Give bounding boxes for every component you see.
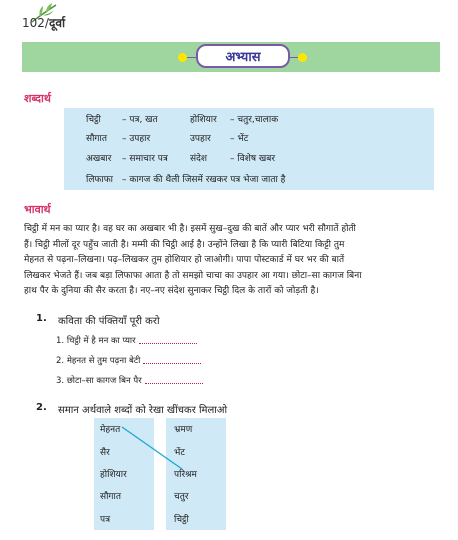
match-right-word: परिश्रम (174, 470, 197, 480)
banner-title: अभ्यास (196, 44, 290, 68)
match-left-word: मेहनत (100, 425, 121, 435)
glossary-meaning: – भेंट (230, 134, 249, 144)
match-right-word: भ्रमण (174, 425, 193, 435)
paragraph-line: लिखकर भेजते हैं। जब बड़ा लिफाफा आता है तो समझो चाचा का उपहार आ गया। छोटा–सा कागज बिना (24, 270, 362, 281)
q1-item-text: छोटा–सा कागज बिन पैर (66, 376, 142, 386)
match-right-word: चिट्ठी (174, 515, 189, 525)
glossary-meaning: – विशेष खबर (230, 154, 276, 164)
glossary-meaning: – उपहार (122, 134, 151, 144)
match-line (122, 427, 182, 469)
glossary-word: सौगात (86, 134, 107, 144)
glossary-meaning: – कागज की थैली जिसमें रखकर पत्र भेजा जाता है (122, 175, 286, 185)
glossary-word: होशियार (190, 115, 217, 125)
match-left-word: सैर (100, 448, 110, 458)
q1-item-number: 1. (56, 336, 65, 346)
glossary-word: चिट्ठी (86, 115, 101, 125)
paragraph-line: चिट्ठी में मन का प्यार है। वह घर का अखबार भी है। इसमें सुख–दुख की बातें और प्यार भरी सौगातें होती (24, 224, 356, 234)
glossary-meaning: – समाचार पत्र (122, 154, 168, 164)
book-title: दूर्वा (48, 16, 66, 30)
q2-number: 2. (36, 402, 47, 413)
q1-item-number: 2. (56, 356, 65, 366)
glossary-word: संदेश (190, 154, 207, 164)
glossary-meaning: – चतुर,चालाक (230, 115, 279, 125)
glossary-word: उपहार (190, 134, 211, 144)
match-right-word: भेंट (174, 448, 185, 458)
bhavarth-heading: भावार्थ (24, 203, 51, 216)
match-left-word: सौगात (100, 492, 121, 502)
q1-item-number: 3. (56, 376, 65, 386)
page-number: 102/ (22, 16, 49, 30)
q1-number: 1. (36, 313, 47, 324)
match-right-word: चतुर (174, 492, 189, 502)
q1-item-text: चिट्ठी में है मन का प्यार (66, 336, 136, 346)
q1-item-text: मेहनत से तुम पढ़ना बेटी (66, 356, 141, 366)
q2-title: समान अर्थवाले शब्दों को रेखा खींचकर मिलाओ (58, 405, 228, 416)
glossary-heading: शब्दार्थ (24, 92, 51, 105)
glossary-meaning: – पत्र, खत (122, 115, 158, 125)
match-left-word: होशियार (100, 470, 127, 480)
paragraph-line: हैं। चिट्ठी मीलों दूर पहुँच जाती है। मम्मी की चिट्ठी आई है। उन्होंने लिखा है कि प्यारी बिटिया किट्टी तुम (24, 239, 345, 250)
q1-title: कविता की पंक्तियाँ पूरी करो (58, 316, 160, 327)
glossary-word: लिफाफा (86, 175, 113, 185)
glossary-word: अखबार (86, 154, 112, 164)
match-left-word: पत्र (100, 515, 111, 525)
paragraph-line: मेहनत से पढ़ना–लिखना। पढ़–लिखकर तुम होशियार हो जाओगी। पापा पोस्टकार्ड में घर भर की बातें (24, 255, 345, 265)
paragraph-line: हाथ पैर के दुनिया की सैर करता है। नए–नए संदेश सुनाकर चिट्ठी दिल के तारों को जोड़ती है। (24, 286, 319, 296)
